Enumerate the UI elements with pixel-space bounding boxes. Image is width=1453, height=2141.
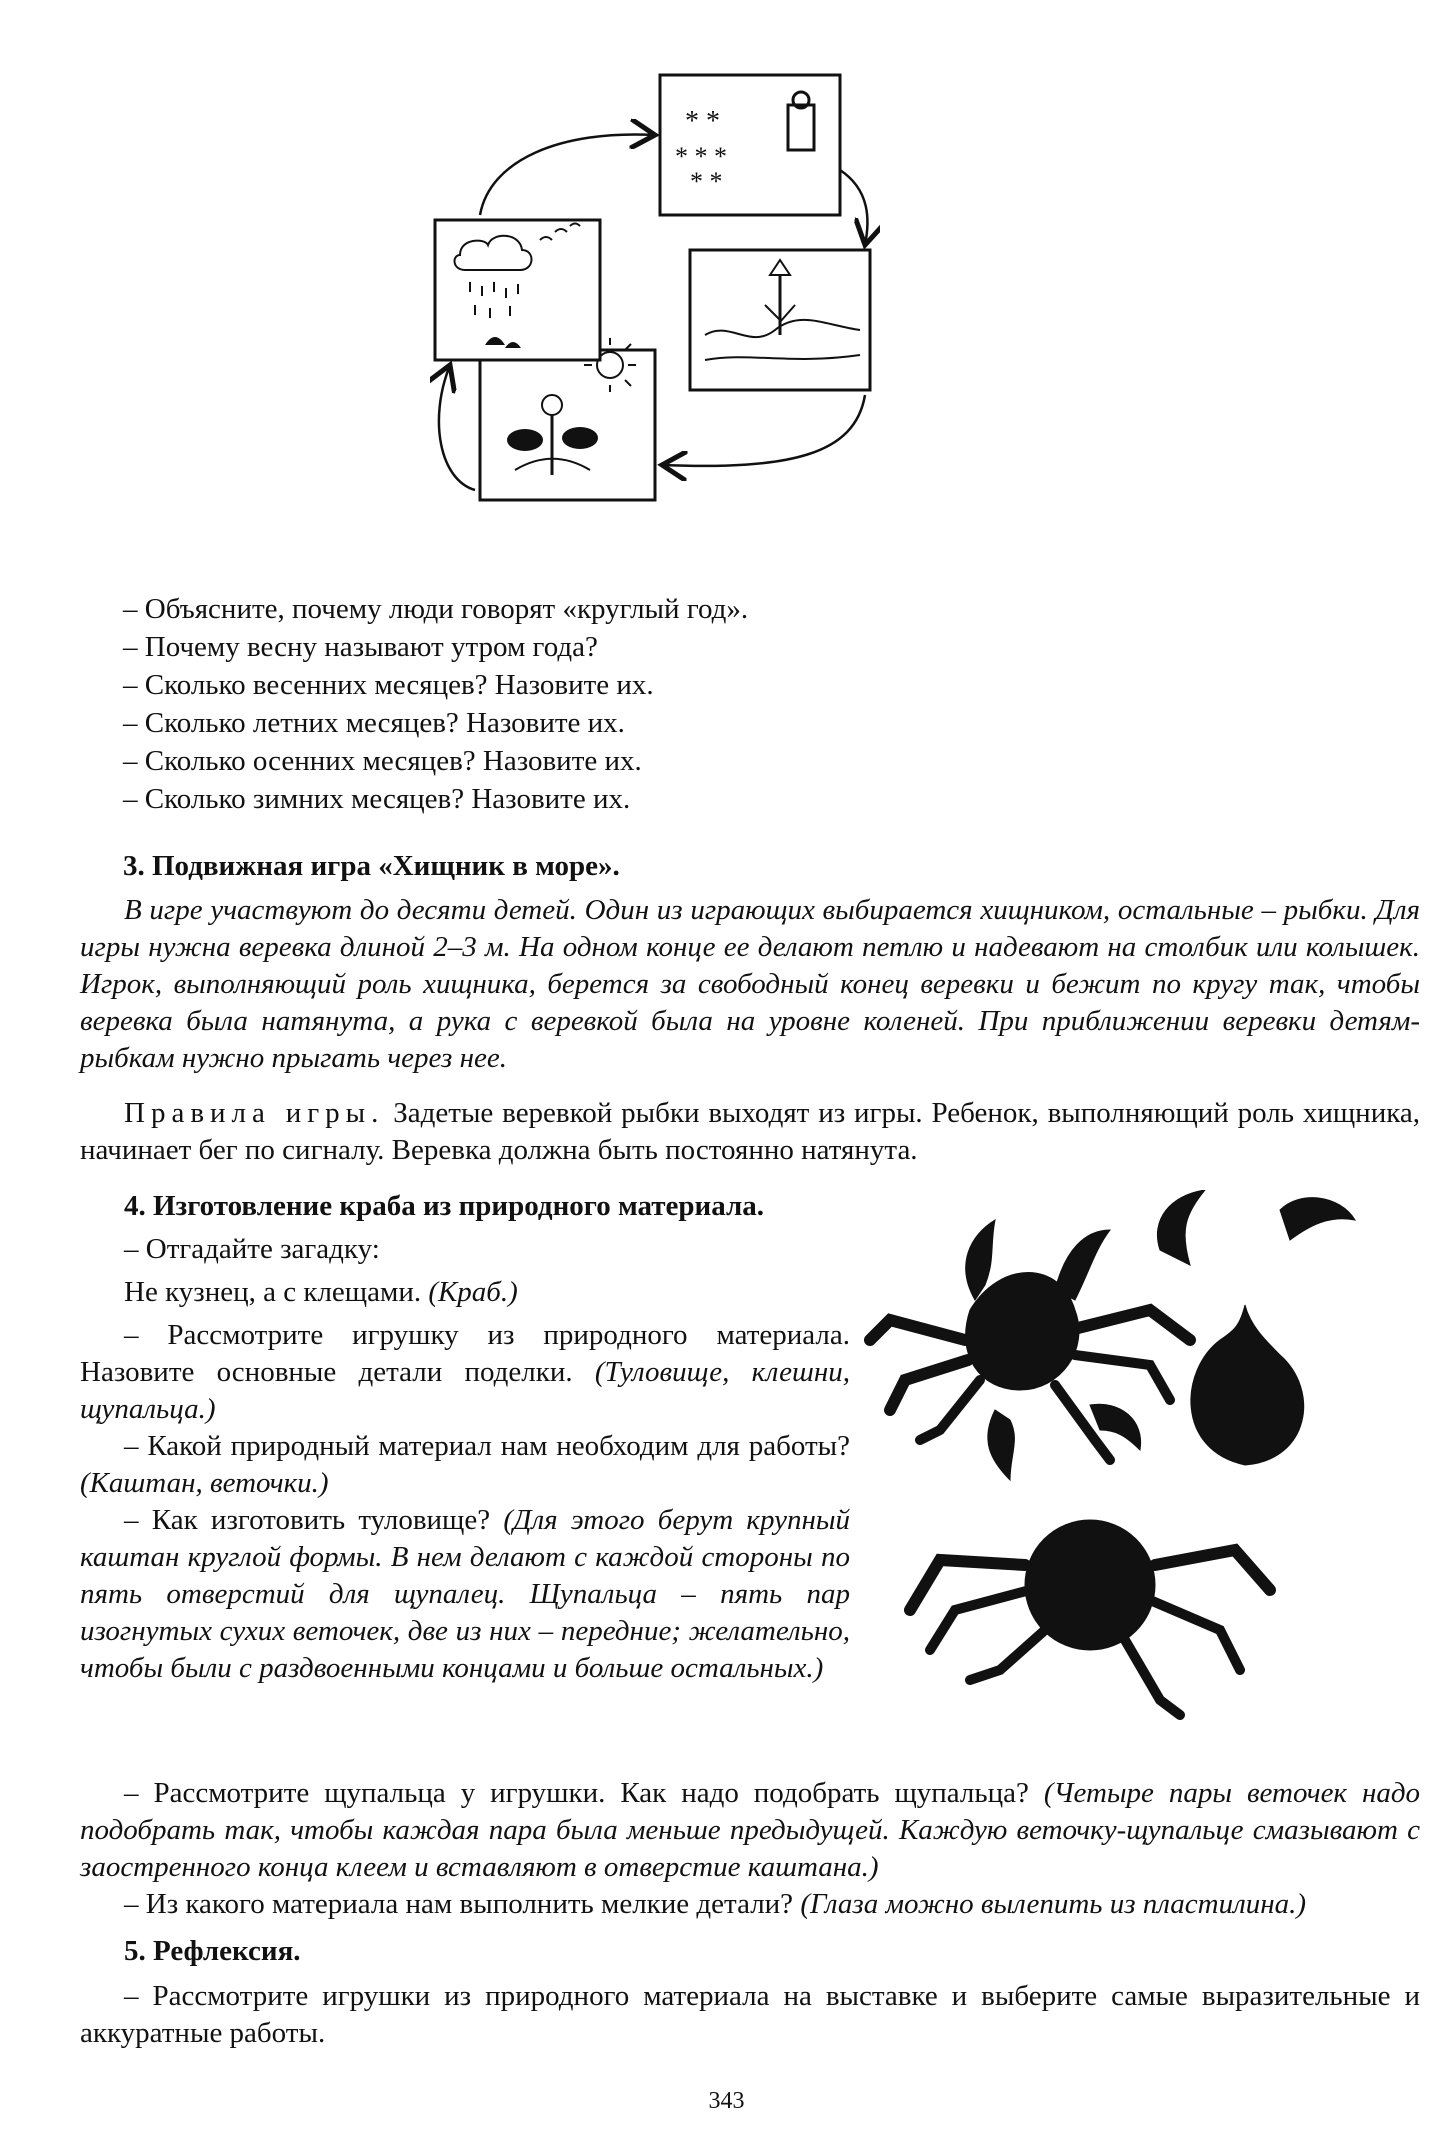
autumn-picture: [435, 220, 600, 360]
arrow-winter-to-spring: [840, 170, 867, 245]
crab-silhouette-assembled: [870, 1220, 1190, 1460]
svg-text:* *: * *: [685, 106, 720, 137]
crab-parts: [1157, 1190, 1355, 1465]
question-item: – Объясните, почему люди говорят «круглый год».: [123, 593, 749, 625]
answer-text: (Четыре пары веточек надо подобрать так, чтобы каждая пара была меньше предыдущей. Каждую веточку-щупальце смазывают с заостренного конца клеем и вставляют в отверстие каштана.): [80, 1777, 1421, 1883]
svg-text:* *: * *: [690, 167, 723, 196]
arrow-spring-to-summer: [662, 395, 865, 466]
question-text: – Рассмотрите игрушку из природного материала. Назовите основные детали поделки.: [80, 1319, 850, 1388]
section4-heading: 4. Изготовление краба из природного материала.: [124, 1190, 765, 1222]
arrow-summer-to-autumn: [439, 365, 475, 490]
spring-picture: [690, 250, 870, 390]
question-item: – Почему весну называют утром года?: [123, 631, 598, 663]
section4-continuation: [80, 1775, 1420, 2052]
question-item: – Сколько осенних месяцев? Назовите их.: [123, 745, 642, 777]
rules-text: Задетые веревкой рыбки выходят из игры. Ребенок, выполняющий роль хищника, начинает бег по сигналу. Веревка должна быть постоянно натянута.: [80, 1097, 1420, 1166]
question-item: – Сколько зимних месяцев? Назовите их.: [123, 783, 631, 815]
arrow-autumn-to-winter: [480, 134, 655, 215]
rules-label: Правила игры.: [124, 1097, 385, 1129]
page-number: 343: [708, 2088, 745, 2114]
question-text: – Как изготовить туловище?: [124, 1504, 491, 1536]
question-text: – Из какого материала нам выполнить мелкие детали?: [124, 1888, 794, 1920]
winter-picture: [660, 75, 840, 215]
svg-text:* * *: * * *: [675, 142, 727, 171]
section4: [80, 1188, 850, 1687]
question-text: – Какой природный материал нам необходим для работы?: [124, 1430, 850, 1462]
question-item: – Сколько летних месяцев? Назовите их.: [123, 707, 625, 739]
question-item: – Сколько весенних месяцев? Назовите их.: [123, 669, 654, 701]
answer-text: (Туловище, клешни, щупальца.): [80, 1356, 851, 1425]
riddle-answer: (Краб.): [428, 1276, 518, 1308]
riddle-prompt: – Отгадайте загадку:: [124, 1233, 380, 1265]
summer-picture: [480, 338, 655, 500]
crab-silhouettes-svg: [860, 1190, 1430, 1760]
answer-text: (Для этого берут крупный каштан круглой формы. В нем делают с каждой стороны по пять отверстий для щупалец. Щупальца – пять пар изогнутых сухих веточек, две из них – передние; желательно, чтобы были с раздвоенными концами и больше остальных.): [80, 1504, 850, 1684]
crab-question-3: [80, 1502, 850, 1687]
answer-text: (Каштан, веточки.): [80, 1467, 329, 1499]
section5-heading: 5. Рефлексия.: [124, 1935, 301, 1967]
riddle-text: Не кузнец, а с клещами.: [124, 1276, 422, 1308]
crab-question-2: [80, 1428, 850, 1502]
seasons-cycle-diagram: [430, 60, 880, 540]
section3-heading: 3. Подвижная игра «Хищник в море».: [123, 850, 620, 882]
question-text: – Рассмотрите щупальца у игрушки. Как надо подобрать щупальца?: [124, 1777, 1029, 1809]
seasons-cycle-svg: [430, 60, 880, 540]
section3-description: В игре участвуют до десяти детей. Один из играющих выбирается хищником, остальные – рыбки. Для игры нужна веревка длиной 2–3 м. На одном конце ее делают петлю и надевают на столбик или колышек. Игрок, выполняющий роль хищника, берется за свободный конец веревки и бежит по кругу так, чтобы веревка была натянута, а рука с веревкой была на уровне коленей. При приближении веревки детям-рыбкам нужно прыгать через нее.: [80, 894, 1420, 1074]
crab-question-4: [80, 1775, 1420, 1886]
riddle: [80, 1274, 850, 1311]
section3-rules: [80, 1095, 1420, 1169]
crab-question-1: [80, 1317, 850, 1428]
section5-text: – Рассмотрите игрушки из природного материала на выставке и выберите самые выразительные и аккуратные работы.: [80, 1980, 1420, 2049]
answer-text: (Глаза можно вылепить из пластилина.): [800, 1888, 1307, 1920]
season-questions: [123, 590, 1323, 818]
crab-craft-illustration: [860, 1190, 1430, 1760]
crab-question-5: [80, 1886, 1420, 1923]
